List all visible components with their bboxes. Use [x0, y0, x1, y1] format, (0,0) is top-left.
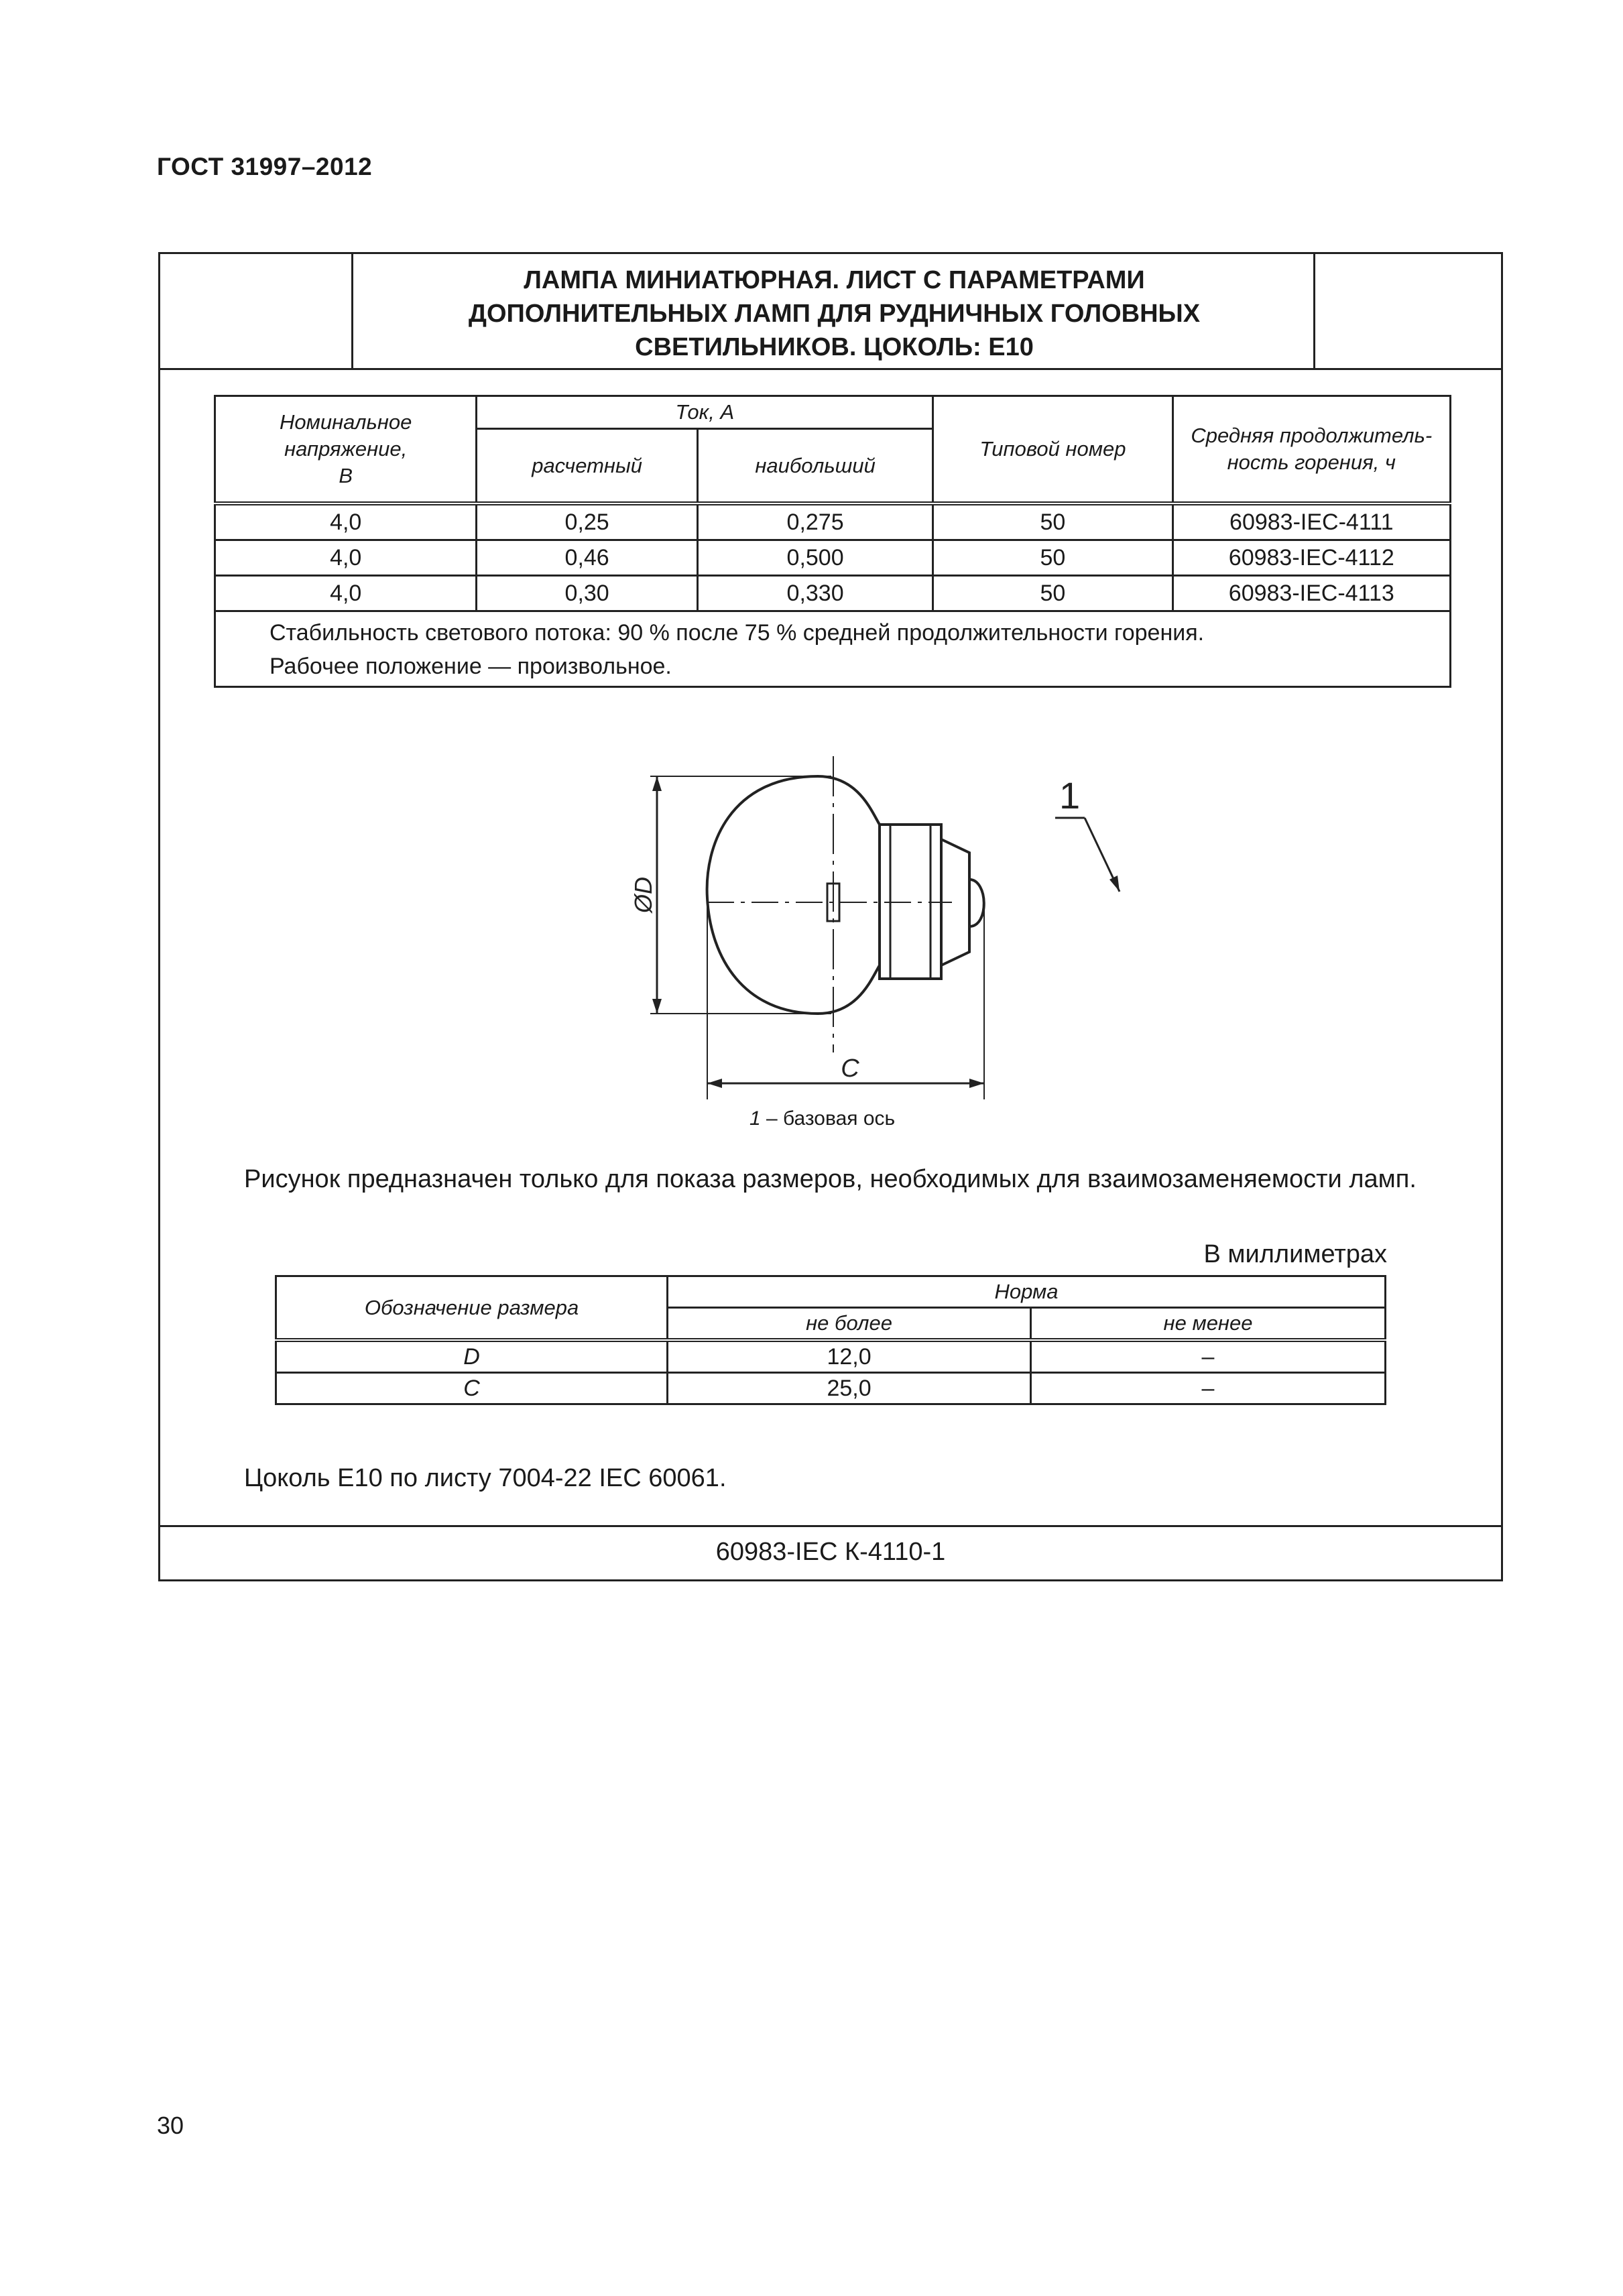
- caption-text: – базовая ось: [760, 1107, 896, 1130]
- header-avg-life: [1173, 396, 1450, 504]
- header-voltage-line: напряжение,: [284, 437, 408, 461]
- header-current: Ток, А: [477, 396, 933, 429]
- table-row: [276, 1340, 1386, 1373]
- header-not-more: не более: [668, 1308, 1031, 1341]
- bulb-outline: [707, 776, 880, 1014]
- cell-max: 25,0: [668, 1373, 1031, 1404]
- dim-c-arrow-right: [969, 1079, 984, 1088]
- header-norm: Норма: [668, 1276, 1386, 1308]
- body-paragraph: Рисунок предназначен только для показа размеров, необходимых для взаимозаменяемости ламп.: [244, 1165, 1417, 1193]
- caption-number: 1: [749, 1107, 761, 1130]
- header-voltage-line: Номинальное: [279, 410, 412, 434]
- dim-d-arrow-top: [652, 776, 662, 791]
- notes-cell: [215, 611, 1451, 687]
- header-type-number: Типовой номер: [933, 396, 1173, 504]
- dim-c-arrow-left: [707, 1079, 722, 1088]
- cell-current-max: 0,275: [697, 503, 933, 540]
- footer-divider: [158, 1525, 1503, 1527]
- table-row: [215, 576, 1451, 611]
- label-length: C: [841, 1054, 859, 1083]
- cell-min: –: [1031, 1340, 1386, 1373]
- standard-header: ГОСТ 31997–2012: [157, 153, 373, 180]
- cell-current-max: 0,330: [697, 576, 933, 611]
- header-voltage-line: В: [339, 464, 353, 487]
- title-line-2: ДОПОЛНИТЕЛЬНЫХ ЛАМП ДЛЯ РУДНИЧНЫХ ГОЛОВНЫХ: [468, 300, 1201, 328]
- header-not-less: не менее: [1031, 1308, 1386, 1341]
- header-current-max: наибольший: [697, 429, 933, 504]
- parameters-table: [214, 395, 1451, 688]
- cell-min: –: [1031, 1373, 1386, 1404]
- base-note: Цоколь Е10 по листу 7004-22 IEC 60061.: [244, 1464, 727, 1492]
- cell-type: 60983-IEC-4112: [1173, 540, 1450, 576]
- cell-current-calc: 0,46: [477, 540, 697, 576]
- leader-arrow: [1109, 875, 1120, 892]
- lamp-drawing: [590, 737, 1166, 1140]
- page-number: 30: [157, 2112, 184, 2139]
- header-designation: Обозначение размера: [276, 1276, 668, 1341]
- table-row: [215, 540, 1451, 576]
- cell-life: 50: [933, 540, 1173, 576]
- dim-d-arrow-bottom: [652, 999, 662, 1014]
- cell-designation: D: [276, 1340, 668, 1373]
- cap-contact: [969, 880, 984, 926]
- cell-type: 60983-IEC-4111: [1173, 503, 1450, 540]
- title-cell-right: [1313, 254, 1501, 368]
- footer-code: 60983-IEC К-4110-1: [715, 1538, 946, 1566]
- table-row: [276, 1373, 1386, 1404]
- dimensions-table: [275, 1275, 1386, 1405]
- figure-caption: [749, 1107, 895, 1130]
- sheet-title: [353, 263, 1315, 364]
- units-label: В миллиметрах: [1203, 1240, 1387, 1268]
- cell-life: 50: [933, 576, 1173, 611]
- cell-current-calc: 0,30: [477, 576, 697, 611]
- cell-voltage: 4,0: [215, 540, 477, 576]
- note-flux-stability: Стабильность светового потока: 90 % после 75 % средней продолжительности горения.: [269, 620, 1205, 646]
- title-cell-left: [160, 254, 353, 368]
- title-row: [160, 254, 1501, 370]
- cell-voltage: 4,0: [215, 576, 477, 611]
- notes-row: [215, 611, 1451, 687]
- header-voltage: [215, 396, 477, 504]
- cell-type: 60983-IEC-4113: [1173, 576, 1450, 611]
- cell-current-max: 0,500: [697, 540, 933, 576]
- label-marker: 1: [1059, 774, 1081, 817]
- cell-designation: C: [276, 1373, 668, 1404]
- label-diameter: ØD: [629, 877, 657, 913]
- title-line-1: ЛАМПА МИНИАТЮРНАЯ. ЛИСТ С ПАРАМЕТРАМИ: [524, 266, 1145, 294]
- header-life-line: Средняя продолжитель-: [1191, 424, 1433, 447]
- cell-max: 12,0: [668, 1340, 1031, 1373]
- title-line-3: СВЕТИЛЬНИКОВ. ЦОКОЛЬ: Е10: [635, 333, 1034, 361]
- cell-life: 50: [933, 503, 1173, 540]
- table-row: [215, 503, 1451, 540]
- cell-voltage: 4,0: [215, 503, 477, 540]
- cell-current-calc: 0,25: [477, 503, 697, 540]
- header-current-calc: расчетный: [477, 429, 697, 504]
- note-position: Рабочее положение — произвольное.: [269, 654, 672, 679]
- header-life-line: ность горения, ч: [1227, 450, 1396, 474]
